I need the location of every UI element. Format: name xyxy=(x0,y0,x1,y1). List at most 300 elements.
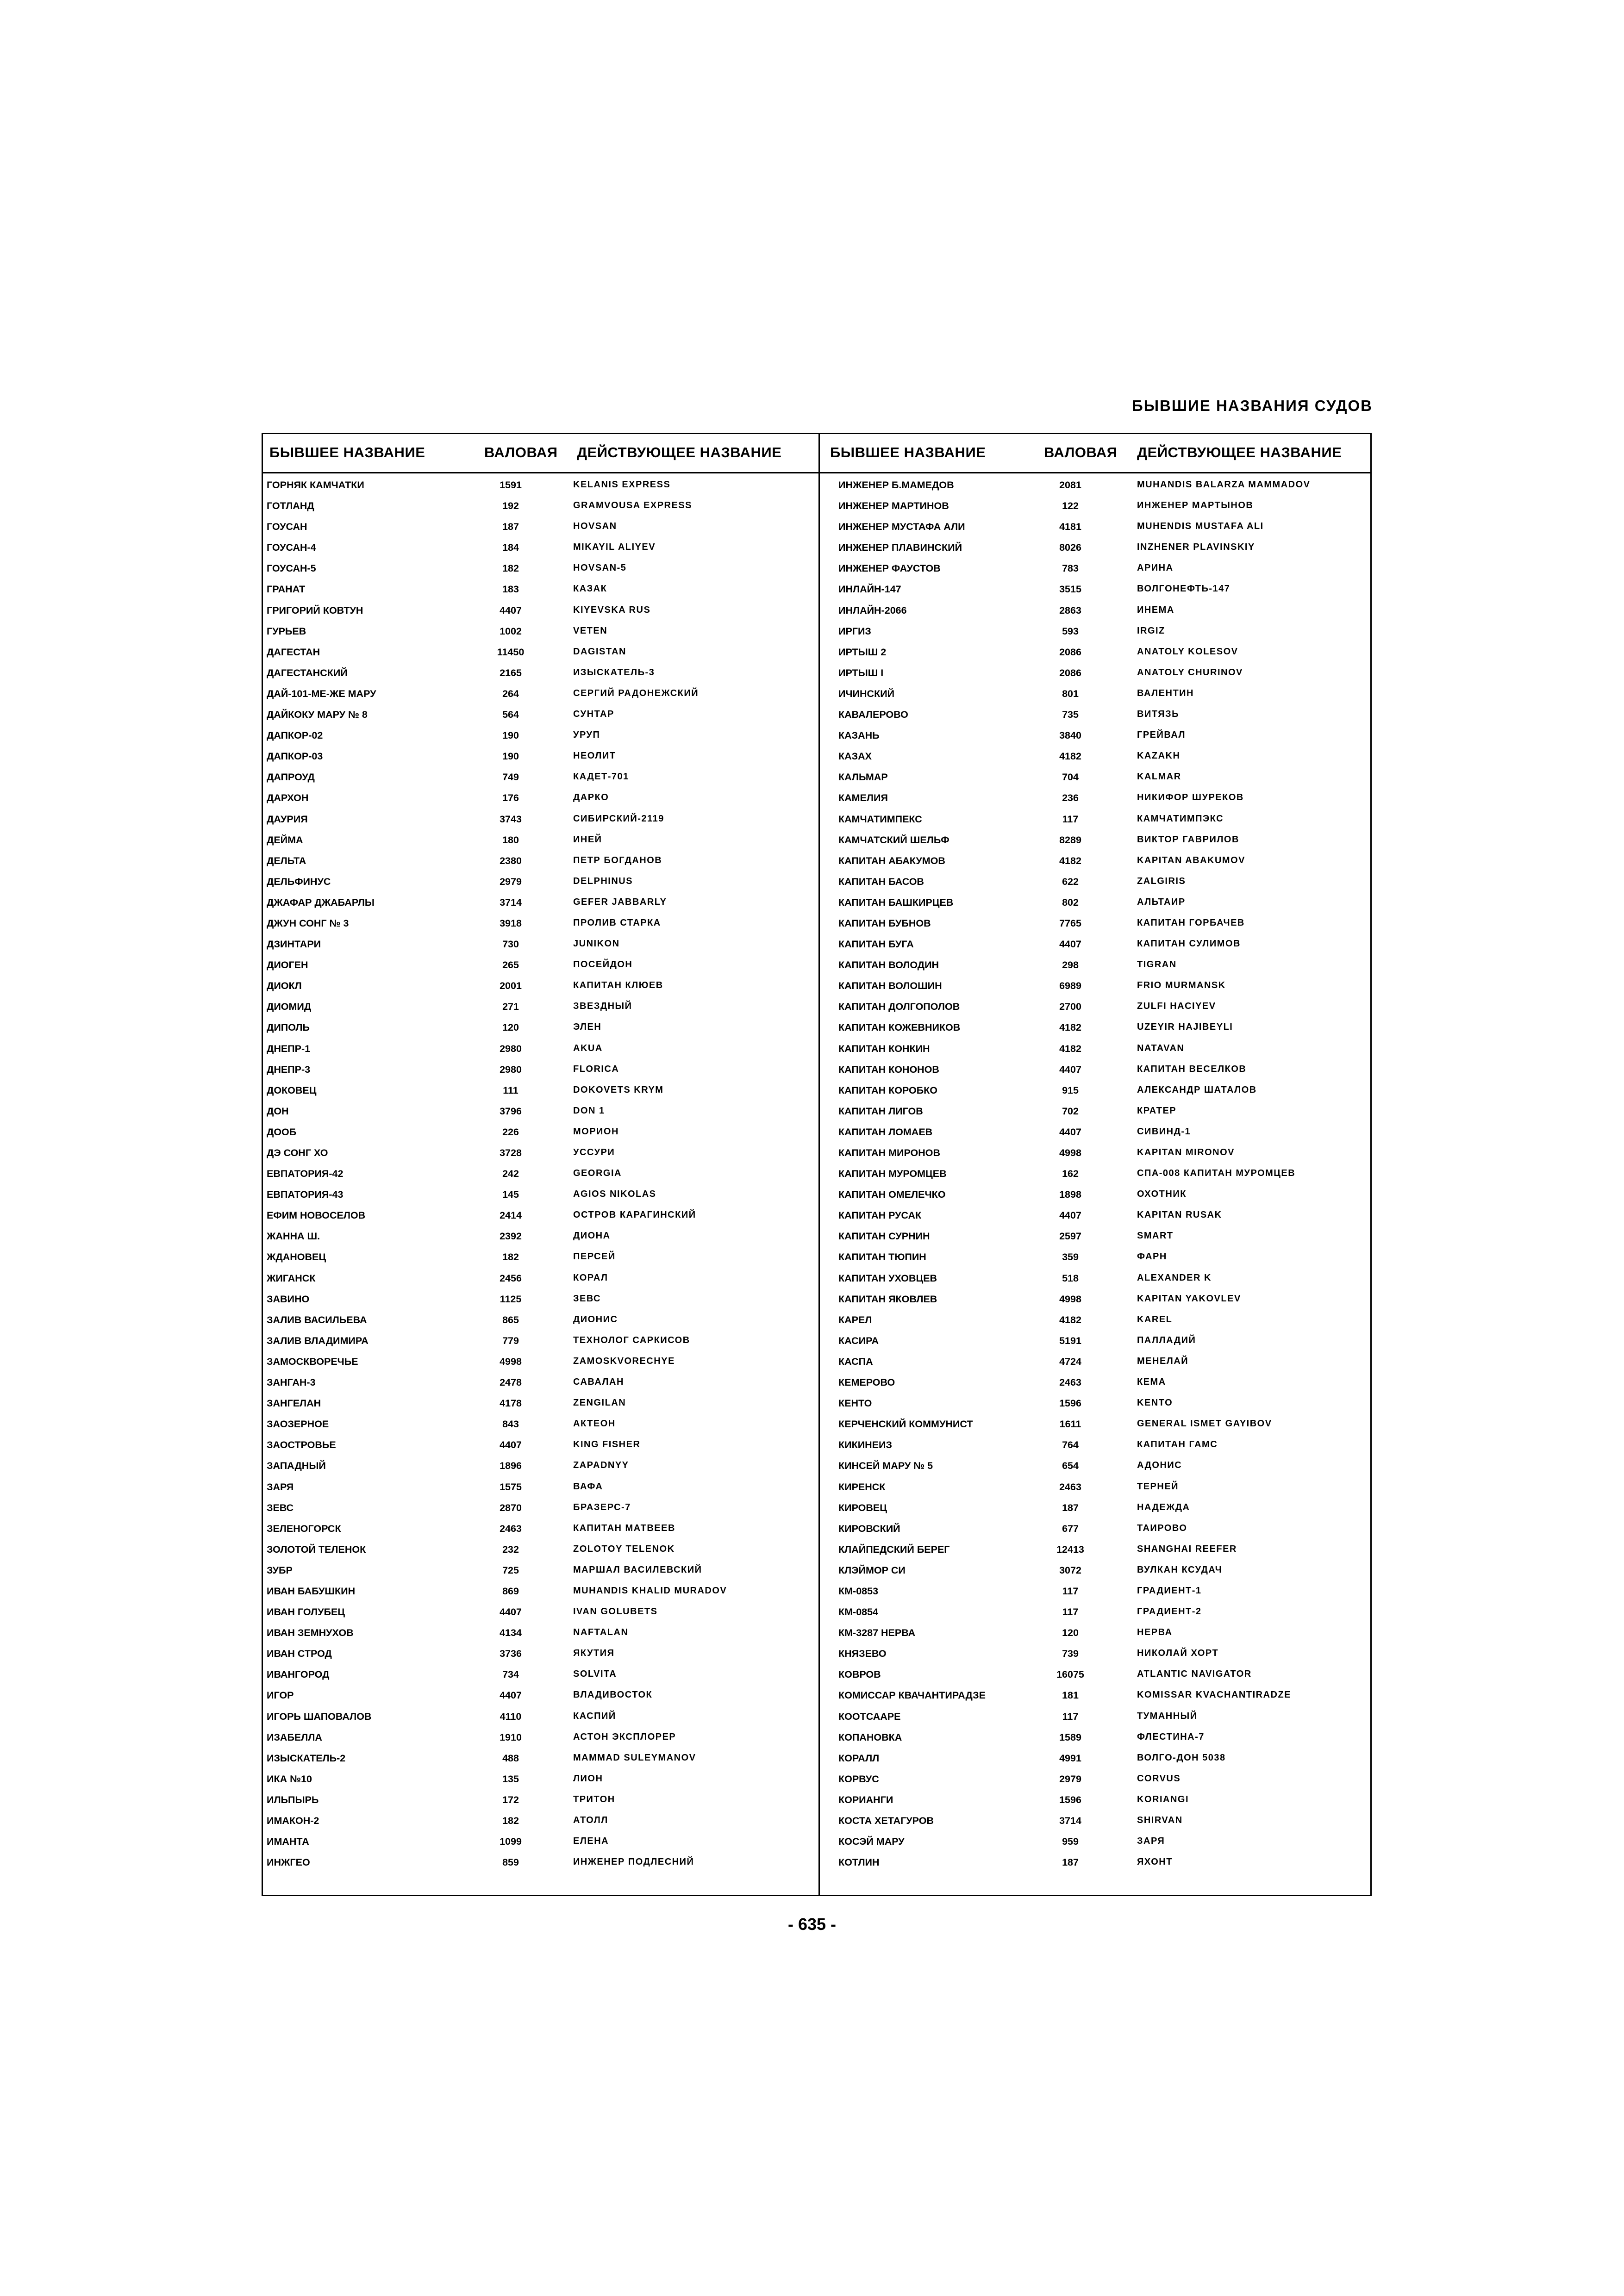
gross-tonnage-cell: 120 xyxy=(1062,1627,1079,1639)
table-row xyxy=(820,538,1372,559)
gross-tonnage-cell: 1611 xyxy=(1059,1419,1081,1430)
table-row xyxy=(263,1373,818,1394)
gross-tonnage-cell: 4998 xyxy=(1059,1147,1081,1158)
gross-tonnage-cell: 3840 xyxy=(1059,730,1081,741)
gross-tonnage-cell: 654 xyxy=(1062,1460,1079,1472)
current-name-cell: KOMISSAR KVACHANTIRADZE xyxy=(1137,1690,1292,1700)
gross-tonnage-cell: 4182 xyxy=(1059,1043,1081,1054)
table-row xyxy=(820,1519,1372,1540)
table-row xyxy=(820,1332,1372,1352)
table-row xyxy=(820,1624,1372,1644)
former-name-cell: КАЗАНЬ xyxy=(838,730,880,741)
header-current-name: ДЕЙСТВУЮЩЕЕ НАЗВАНИЕ xyxy=(1137,444,1342,460)
current-name-cell: ВАЛЕНТИН xyxy=(1137,688,1194,698)
former-name-cell: ДИОКЛ xyxy=(267,980,302,992)
table-row xyxy=(263,768,818,789)
current-name-cell: GRAMVOUSA EXPRESS xyxy=(573,500,693,511)
current-name-cell: AKUA xyxy=(573,1043,603,1053)
former-name-cell: КИРОВЕЦ xyxy=(838,1502,887,1513)
table-row xyxy=(820,977,1372,997)
gross-tonnage-cell: 4134 xyxy=(500,1627,522,1639)
table-row xyxy=(263,1624,818,1644)
current-name-cell: DON 1 xyxy=(573,1105,605,1116)
current-name-cell: INZHENER PLAVINSKIY xyxy=(1137,542,1255,553)
current-name-cell: ZAMOSKVORECHYE xyxy=(573,1356,675,1366)
gross-tonnage-cell: 184 xyxy=(502,542,519,554)
current-name-cell: ANATOLY CHURINOV xyxy=(1137,667,1243,678)
table-row xyxy=(820,1603,1372,1624)
gross-tonnage-cell: 117 xyxy=(1062,813,1079,825)
current-name-cell: КАПИТАН КЛЮЕВ xyxy=(573,980,663,991)
current-name-cell: ЛИОН xyxy=(573,1773,603,1784)
former-name-cell: КАПИТАН КОЖЕВНИКОВ xyxy=(838,1022,961,1033)
current-name-cell: DELPHINUS xyxy=(573,876,633,886)
gross-tonnage-cell: 779 xyxy=(502,1335,519,1346)
table-row xyxy=(820,1018,1372,1039)
gross-tonnage-cell: 959 xyxy=(1062,1836,1079,1848)
gross-tonnage-cell: 117 xyxy=(1062,1585,1079,1597)
table-row xyxy=(263,789,818,809)
gross-tonnage-cell: 3736 xyxy=(500,1648,522,1660)
table-row xyxy=(263,664,818,684)
former-name-cell: КАПИТАН БУБНОВ xyxy=(838,917,931,929)
current-name-cell: ДИОНА xyxy=(573,1231,611,1241)
gross-tonnage-cell: 2414 xyxy=(500,1210,522,1221)
table-row xyxy=(820,852,1372,872)
former-name-cell: ИРГИЗ xyxy=(838,625,871,637)
former-name-cell: ЗАРЯ xyxy=(267,1481,294,1493)
former-name-cell: ИНЖЕНЕР МУСТАФА АЛИ xyxy=(838,521,965,533)
rows-left xyxy=(263,476,818,1874)
gross-tonnage-cell: 4407 xyxy=(1059,1210,1081,1221)
table-row xyxy=(263,1665,818,1686)
current-name-cell: AGIOS NIKOLAS xyxy=(573,1189,656,1200)
current-name-cell: ИЗЫСКАТЕЛЬ-3 xyxy=(573,667,655,678)
former-name-cell: КОСТА ХЕТАГУРОВ xyxy=(838,1815,934,1826)
gross-tonnage-cell: 1575 xyxy=(500,1481,522,1493)
table-row xyxy=(263,1749,818,1770)
gross-tonnage-cell: 4407 xyxy=(1059,1126,1081,1138)
table-row xyxy=(820,1478,1372,1499)
table-row xyxy=(820,1707,1372,1728)
current-name-cell: KORIANGI xyxy=(1137,1794,1189,1804)
table-row xyxy=(820,1060,1372,1081)
current-name-cell: IRGIZ xyxy=(1137,625,1165,636)
gross-tonnage-cell: 4724 xyxy=(1059,1356,1081,1367)
table-row xyxy=(263,1060,818,1081)
table-row xyxy=(263,872,818,893)
table-row xyxy=(820,789,1372,809)
gross-tonnage-cell: 2086 xyxy=(1059,667,1081,678)
table-row xyxy=(263,726,818,747)
former-name-cell: КАСПА xyxy=(838,1356,873,1367)
gross-tonnage-cell: 2597 xyxy=(1059,1231,1081,1242)
former-name-cell: ЕВПАТОРИЯ-42 xyxy=(267,1168,344,1180)
gross-tonnage-cell: 518 xyxy=(1062,1272,1079,1284)
current-name-cell: SHANGHAI REEFER xyxy=(1137,1543,1237,1554)
current-name-cell: ИНЕЙ xyxy=(573,834,602,845)
table-row xyxy=(263,810,818,831)
former-name-cell: ЗАНГАН-3 xyxy=(267,1377,316,1388)
table-row xyxy=(820,997,1372,1018)
former-name-cell: ДАПКОР-02 xyxy=(267,730,323,741)
current-name-cell: ZENGILAN xyxy=(573,1398,626,1408)
gross-tonnage-cell: 8289 xyxy=(1059,834,1081,846)
former-name-cell: ДЖУН СОНГ № 3 xyxy=(267,917,349,929)
former-name-cell: ЖДАНОВЕЦ xyxy=(267,1251,326,1263)
gross-tonnage-cell: 1002 xyxy=(500,625,522,637)
table-row xyxy=(263,517,818,538)
current-name-cell: КАПИТАН МАТВЕЕВ xyxy=(573,1523,675,1533)
table-row xyxy=(263,1478,818,1499)
current-name-cell: МОРИОН xyxy=(573,1126,619,1137)
former-name-cell: ИЧИНСКИЙ xyxy=(838,688,895,699)
gross-tonnage-cell: 564 xyxy=(502,709,519,721)
current-name-cell: ТАИРОВО xyxy=(1137,1523,1187,1533)
gross-tonnage-cell: 2980 xyxy=(500,1043,522,1054)
table-row xyxy=(263,1770,818,1791)
current-name-cell: ГРАДИЕНТ-2 xyxy=(1137,1606,1202,1617)
current-name-cell: ТРИТОН xyxy=(573,1794,615,1804)
gross-tonnage-cell: 4407 xyxy=(500,1606,522,1618)
table-row xyxy=(820,935,1372,956)
table-row xyxy=(263,1519,818,1540)
current-name-cell: МАРШАЛ ВАСИЛЕВСКИЙ xyxy=(573,1564,702,1575)
current-name-cell: КАПИТАН СУЛИМОВ xyxy=(1137,939,1241,949)
former-name-cell: ИВАН ГОЛУБЕЦ xyxy=(267,1606,345,1618)
former-name-cell: ЗАОЗЕРНОЕ xyxy=(267,1419,329,1430)
table-row xyxy=(820,1686,1372,1707)
former-name-cell: КАПИТАН ДОЛГОПОЛОВ xyxy=(838,1001,960,1013)
former-name-cell: КЕРЧЕНСКИЙ КОММУНИСТ xyxy=(838,1419,973,1430)
gross-tonnage-cell: 1898 xyxy=(1059,1189,1081,1201)
former-name-cell: ЖАННА Ш. xyxy=(267,1231,320,1242)
current-name-cell: ИНЖЕНЕР ПОДЛЕСНИЙ xyxy=(573,1857,694,1867)
gross-tonnage-cell: 181 xyxy=(1062,1690,1079,1701)
current-name-cell: KAPITAN ABAKUMOV xyxy=(1137,855,1245,865)
header-gross: ВАЛОВАЯ xyxy=(484,444,558,460)
gross-tonnage-cell: 190 xyxy=(502,730,519,741)
gross-tonnage-cell: 3728 xyxy=(500,1147,522,1158)
page-title: БЫВШИЕ НАЗВАНИЯ СУДОВ xyxy=(1132,397,1373,414)
former-name-cell: КЕМЕРОВО xyxy=(838,1377,895,1388)
table-row xyxy=(820,956,1372,977)
current-name-cell: MUHENDIS MUSTAFA ALI xyxy=(1137,521,1264,532)
current-name-cell: АЛЕКСАНДР ШАТАЛОВ xyxy=(1137,1084,1257,1095)
table-row xyxy=(263,497,818,517)
former-name-cell: КАМЧАТСКИЙ ШЕЛЬФ xyxy=(838,834,949,846)
gross-tonnage-cell: 801 xyxy=(1062,688,1079,699)
table-row xyxy=(263,1540,818,1561)
current-name-cell: ТЕХНОЛОГ САРКИСОВ xyxy=(573,1335,690,1345)
former-name-cell: КЛАЙПЕДСКИЙ БЕРЕГ xyxy=(838,1543,950,1555)
former-name-cell: КАЗАХ xyxy=(838,751,872,762)
current-name-cell: АДОНИС xyxy=(1137,1460,1182,1471)
table-row xyxy=(820,684,1372,705)
current-name-cell: ОХОТНИК xyxy=(1137,1189,1187,1200)
table-row xyxy=(263,1728,818,1749)
current-name-cell: KIYEVSKA RUS xyxy=(573,604,651,615)
former-name-cell: КАРЕЛ xyxy=(838,1314,872,1325)
gross-tonnage-cell: 3743 xyxy=(500,813,522,825)
current-name-cell: HOVSAN xyxy=(573,521,617,532)
current-name-cell: АТОЛЛ xyxy=(573,1815,608,1825)
table-row xyxy=(263,935,818,956)
current-name-cell: УРУП xyxy=(573,730,600,740)
former-name-cell: КАПИТАН АБАКУМОВ xyxy=(838,855,945,866)
table-row xyxy=(263,1499,818,1519)
current-name-cell: ВИТЯЗЬ xyxy=(1137,709,1180,720)
current-name-cell: MUHANDIS BALARZA MAMMADOV xyxy=(1137,479,1311,490)
gross-tonnage-cell: 183 xyxy=(502,584,519,595)
table-row xyxy=(820,1102,1372,1123)
gross-tonnage-cell: 4182 xyxy=(1059,1314,1081,1325)
table-row xyxy=(263,997,818,1018)
former-name-cell: ИНЖЕНЕР Б.МАМЕДОВ xyxy=(838,479,954,491)
gross-tonnage-cell: 172 xyxy=(502,1794,519,1805)
current-name-cell: KAPITAN MIRONOV xyxy=(1137,1147,1235,1157)
former-name-cell: ДАГЕСТАНСКИЙ xyxy=(267,667,348,678)
table-row xyxy=(263,1248,818,1269)
former-name-cell: ИЛЬПЫРЬ xyxy=(267,1794,319,1805)
gross-tonnage-cell: 16075 xyxy=(1056,1669,1084,1680)
former-name-cell: КАПИТАН ВОЛОШИН xyxy=(838,980,942,992)
gross-tonnage-cell: 117 xyxy=(1062,1606,1079,1618)
former-name-cell: ИГОРЬ ШАПОВАЛОВ xyxy=(267,1711,372,1722)
table-row xyxy=(263,1832,818,1853)
header-current-name: ДЕЙСТВУЮЩЕЕ НАЗВАНИЕ xyxy=(577,444,782,460)
table-row xyxy=(263,1206,818,1227)
gross-tonnage-cell: 1591 xyxy=(500,479,522,491)
current-name-cell: KENTO xyxy=(1137,1398,1173,1408)
table-row xyxy=(820,664,1372,684)
gross-tonnage-cell: 120 xyxy=(502,1022,519,1033)
former-name-cell: ИНЛАЙН-2066 xyxy=(838,604,907,616)
table-row xyxy=(263,747,818,768)
table-row xyxy=(820,1561,1372,1582)
gross-tonnage-cell: 1596 xyxy=(1059,1398,1081,1409)
gross-tonnage-cell: 3796 xyxy=(500,1105,522,1117)
page-number: - 635 - xyxy=(787,1915,837,1934)
current-name-cell: ИНЖЕНЕР МАРТЫНОВ xyxy=(1137,500,1254,511)
table-row xyxy=(820,622,1372,643)
table-row xyxy=(820,1770,1372,1791)
gross-tonnage-cell: 3515 xyxy=(1059,584,1081,595)
former-name-cell: КАПИТАН БУГА xyxy=(838,939,914,950)
gross-tonnage-cell: 176 xyxy=(502,792,519,804)
gross-tonnage-cell: 730 xyxy=(502,939,519,950)
former-name-cell: ДАУРИЯ xyxy=(267,813,308,825)
current-name-cell: НИКОЛАЙ ХОРТ xyxy=(1137,1648,1219,1659)
table-row xyxy=(263,643,818,664)
former-name-cell: КАПИТАН БАШКИРЦЕВ xyxy=(838,896,954,908)
current-name-cell: КАПИТАН ГОРБАЧЕВ xyxy=(1137,917,1245,928)
table-row xyxy=(263,956,818,977)
table-row xyxy=(820,1749,1372,1770)
table-row xyxy=(820,1373,1372,1394)
current-name-cell: ZAPADNYY xyxy=(573,1460,629,1471)
current-name-cell: НИКИФОР ШУРЕКОВ xyxy=(1137,792,1244,803)
table-row xyxy=(820,1394,1372,1415)
gross-tonnage-cell: 180 xyxy=(502,834,519,846)
current-name-cell: TIGRAN xyxy=(1137,959,1177,970)
current-name-cell: VETEN xyxy=(573,625,608,636)
header-former-name: БЫВШЕЕ НАЗВАНИЕ xyxy=(269,444,425,460)
table-row xyxy=(263,1394,818,1415)
former-name-cell: КАПИТАН МУРОМЦЕВ xyxy=(838,1168,947,1180)
gross-tonnage-cell: 915 xyxy=(1062,1084,1079,1096)
current-name-cell: KAPITAN YAKOVLEV xyxy=(1137,1293,1241,1304)
table-row xyxy=(820,1311,1372,1332)
gross-tonnage-cell: 4181 xyxy=(1059,521,1081,533)
table-row xyxy=(820,601,1372,622)
gross-tonnage-cell: 135 xyxy=(502,1773,519,1785)
former-name-cell: КИКИНЕИЗ xyxy=(838,1439,892,1451)
current-name-cell: ТЕРНЕЙ xyxy=(1137,1481,1179,1492)
gross-tonnage-cell: 4182 xyxy=(1059,1022,1081,1033)
table-row xyxy=(820,831,1372,852)
table-row xyxy=(263,1561,818,1582)
former-name-cell: ИВАН ЗЕМНУХОВ xyxy=(267,1627,354,1639)
gross-tonnage-cell: 2463 xyxy=(1059,1481,1081,1493)
current-name-cell: SHIRVAN xyxy=(1137,1815,1183,1825)
current-name-cell: GENERAL ISMET GAYIBOV xyxy=(1137,1419,1272,1429)
former-name-cell: КАПИТАН ЛОМАЕВ xyxy=(838,1126,933,1138)
table-row xyxy=(263,1081,818,1102)
current-name-cell: ЗВЕЗДНЫЙ xyxy=(573,1001,632,1012)
current-name-cell: JUNIKON xyxy=(573,939,620,949)
current-name-cell: KAREL xyxy=(1137,1314,1173,1325)
gross-tonnage-cell: 2086 xyxy=(1059,646,1081,658)
former-name-cell: КЕНТО xyxy=(838,1398,872,1409)
current-name-cell: ИНЕМА xyxy=(1137,604,1174,615)
gross-tonnage-cell: 192 xyxy=(502,500,519,512)
table-row xyxy=(820,559,1372,580)
gross-tonnage-cell: 226 xyxy=(502,1126,519,1138)
former-name-cell: ГОРНЯК КАМЧАТКИ xyxy=(267,479,364,491)
gross-tonnage-cell: 2081 xyxy=(1059,479,1081,491)
former-name-cell: ДОН xyxy=(267,1105,289,1117)
former-name-cell: ИРТЫШ I xyxy=(838,667,884,678)
gross-tonnage-cell: 182 xyxy=(502,1815,519,1826)
former-name-cell: ГУРЬЕВ xyxy=(267,625,306,637)
gross-tonnage-cell: 4998 xyxy=(500,1356,522,1367)
gross-tonnage-cell: 236 xyxy=(1062,792,1079,804)
former-name-cell: ДЕЛЬТА xyxy=(267,855,306,866)
gross-tonnage-cell: 4407 xyxy=(1059,1064,1081,1075)
former-name-cell: ГОУСАН-4 xyxy=(267,542,316,554)
gross-tonnage-cell: 3918 xyxy=(500,917,522,929)
current-name-cell: КАЗАК xyxy=(573,584,607,594)
former-name-cell: ДООБ xyxy=(267,1126,297,1138)
gross-tonnage-cell: 749 xyxy=(502,772,519,783)
former-name-cell: ЗОЛОТОЙ ТЕЛЕНОК xyxy=(267,1543,366,1555)
table-row xyxy=(263,1332,818,1352)
former-name-cell: ЗАПАДНЫЙ xyxy=(267,1460,326,1472)
current-name-cell: ПОСЕЙДОН xyxy=(573,959,633,970)
gross-tonnage-cell: 843 xyxy=(502,1419,519,1430)
former-name-cell: КОМИССАР КВАЧАНТИРАДЗЕ xyxy=(838,1690,986,1701)
former-name-cell: ЗАОСТРОВЬЕ xyxy=(267,1439,336,1451)
gross-tonnage-cell: 865 xyxy=(502,1314,519,1325)
former-name-cell: КАСИРА xyxy=(838,1335,879,1346)
former-name-cell: КАПИТАН КОНОНОВ xyxy=(838,1064,939,1075)
table-row xyxy=(263,1185,818,1206)
current-name-cell: UZEYIR HAJIBEYLI xyxy=(1137,1022,1233,1033)
gross-tonnage-cell: 2980 xyxy=(500,1064,522,1075)
former-name-cell: КАПИТАН ЯКОВЛЕВ xyxy=(838,1293,937,1305)
former-name-cell: КОРАЛЛ xyxy=(838,1752,880,1764)
current-name-cell: САВАЛАН xyxy=(573,1377,624,1388)
former-name-cell: КНЯЗЕВО xyxy=(838,1648,887,1660)
former-name-cell: ИМАНТА xyxy=(267,1836,309,1848)
current-name-cell: ВАФА xyxy=(573,1481,603,1492)
table-right-half xyxy=(820,434,1372,1895)
table-row xyxy=(820,810,1372,831)
current-name-cell: КОРАЛ xyxy=(573,1272,608,1283)
former-name-cell: ДИОГЕН xyxy=(267,959,308,971)
current-name-cell: ВИКТОР ГАВРИЛОВ xyxy=(1137,834,1239,845)
gross-tonnage-cell: 739 xyxy=(1062,1648,1079,1660)
former-name-cell: ЗАМОСКВОРЕЧЬЕ xyxy=(267,1356,358,1367)
table-row xyxy=(263,1791,818,1811)
former-name-cell: КАПИТАН КОРОБКО xyxy=(838,1084,938,1096)
current-name-cell: НЕОЛИТ xyxy=(573,751,616,761)
current-name-cell: АЛЬТАИР xyxy=(1137,896,1186,907)
former-name-cell: КАВАЛЕРОВО xyxy=(838,709,908,721)
gross-tonnage-cell: 111 xyxy=(503,1084,518,1096)
gross-tonnage-cell: 11450 xyxy=(497,646,525,658)
former-name-cell: КИНСЕЙ МАРУ № 5 xyxy=(838,1460,933,1472)
table-row xyxy=(820,1499,1372,1519)
former-name-cell: ДАГЕСТАН xyxy=(267,646,320,658)
gross-tonnage-cell: 2463 xyxy=(500,1523,522,1534)
table-row xyxy=(263,1311,818,1332)
table-row xyxy=(263,1164,818,1185)
current-name-cell: ВЛАДИВОСТОК xyxy=(573,1690,653,1700)
table-row xyxy=(820,1644,1372,1665)
gross-tonnage-cell: 187 xyxy=(502,521,519,533)
gross-tonnage-cell: 1910 xyxy=(500,1731,522,1743)
former-name-cell: ДАРХОН xyxy=(267,792,309,804)
current-name-cell: КЕМА xyxy=(1137,1377,1166,1388)
table-row xyxy=(820,1582,1372,1603)
current-name-cell: ATLANTIC NAVIGATOR xyxy=(1137,1669,1252,1680)
current-name-cell: АРИНА xyxy=(1137,563,1174,573)
former-name-cell: ДИПОЛЬ xyxy=(267,1022,310,1033)
current-name-cell: KAPITAN RUSAK xyxy=(1137,1210,1222,1220)
table-row xyxy=(820,643,1372,664)
gross-tonnage-cell: 182 xyxy=(502,1251,519,1263)
table-row xyxy=(263,893,818,914)
table-row xyxy=(820,517,1372,538)
gross-tonnage-cell: 182 xyxy=(502,563,519,574)
gross-tonnage-cell: 162 xyxy=(1062,1168,1079,1180)
current-name-cell: ВОЛГОНЕФТЬ-147 xyxy=(1137,584,1230,594)
current-name-cell: АКТЕОН xyxy=(573,1419,616,1429)
table-row xyxy=(263,1811,818,1832)
table-row xyxy=(820,1665,1372,1686)
former-name-cell: ИНЖГЕО xyxy=(267,1857,310,1868)
former-name-cell: КАПИТАН УХОВЦЕВ xyxy=(838,1272,937,1284)
former-name-cell: КАПИТАН ЛИГОВ xyxy=(838,1105,923,1117)
gross-tonnage-cell: 264 xyxy=(502,688,519,699)
current-name-cell: ЭЛЕН xyxy=(573,1022,602,1033)
former-name-cell: КАПИТАН ТЮПИН xyxy=(838,1251,926,1263)
former-name-cell: ДЗИНТАРИ xyxy=(267,939,321,950)
table-row xyxy=(820,1436,1372,1456)
gross-tonnage-cell: 232 xyxy=(502,1543,519,1555)
